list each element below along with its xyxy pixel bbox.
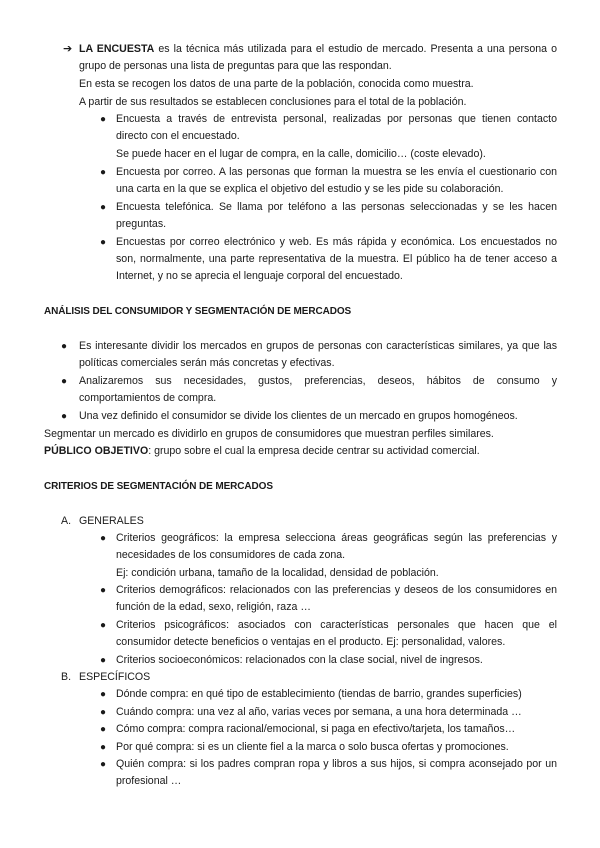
encuesta-definition [79,41,557,76]
generales-title: GENERALES [79,515,144,527]
bullet-icon: ● [100,620,107,631]
especificos-title: ESPECÍFICOS [79,671,151,683]
criterio-demografico: Criterios demográficos: relacionados con las preferencias y deseos de los consumidores en función de la edad, sexo, religión, raza … [116,584,557,614]
list-marker-a: A. [61,515,72,527]
especifico-por-que: Por qué compra: si es un cliente fiel a la marca o solo busca ofertas y promociones. [116,740,509,753]
encuesta-type-correo: Encuesta por correo. A las personas que forman la muestra se les envía el cuestionario con una carta en la que se explica el objetivo del estudio y se les pide su colaboración. [116,165,557,195]
bullet-icon: ● [100,201,107,213]
analisis-bullet-necesidades: Analizaremos sus necesidades, gustos, preferencias, deseos, hábitos de consumo y comportamientos de compra. [79,375,557,405]
bullet-icon: ● [61,341,68,352]
encuesta-type-telefonica: Encuesta telefónica. Se llama por teléfono a las personas seleccionadas y se les hacen preguntas. [116,200,557,230]
bullet-icon: ● [100,236,107,248]
bullet-icon: ● [100,759,107,770]
bullet-icon: ● [100,724,107,735]
especifico-donde: Dónde compra: en qué tipo de establecimiento (tiendas de barrio, grandes superficies) [116,688,522,700]
especifico-cuando: Cuándo compra: una vez al año, varias veces por semana, a una hora determinada … [116,705,522,718]
bullet-icon: ● [100,114,107,125]
publico-objetivo [44,443,557,460]
criterios-heading: CRITERIOS DE SEGMENTACIÓN DE MERCADOS [44,481,273,492]
criterio-socioeconomico: Criterios socioeconómicos: relacionados con la clase social, nivel de ingresos. [116,654,483,666]
bullet-icon: ● [100,166,107,178]
encuesta-type-personal-note: Se puede hacer en el lugar de compra, en la calle, domicilio… (coste elevado). [116,148,486,160]
criterio-psicografico: Criterios psicográficos: asociados con características personales que hacen que el consumidor detecte beneficios o ventajas en el producto. Ej: personalidad, valores. [116,619,557,649]
bullet-icon: ● [61,376,68,387]
bullet-icon: ● [100,741,107,753]
criterio-geografico: Criterios geográficos: la empresa selecciona áreas geográficas según las preferencias y necesidades de los consumidores de cada zona. [116,532,557,562]
bullet-icon: ● [100,585,107,596]
bullet-icon: ● [100,706,107,718]
especifico-como: Cómo compra: compra racional/emocional, si paga en efectivo/tarjeta, los tamaños… [116,723,516,735]
encuesta-term: LA ENCUESTA [79,43,155,55]
analisis-bullet-consumidor: Una vez definido el consumidor se divide los clientes de un mercado en grupos homogéneos. [79,410,518,422]
encuesta-conclusiones: A partir de sus resultados se establecen conclusiones para el total de la población. [79,95,467,108]
arrow-icon: ➔ [63,43,73,55]
list-marker-b: B. [61,671,72,683]
analisis-heading: ANÁLISIS DEL CONSUMIDOR Y SEGMENTACIÓN DE MERCADOS [44,306,352,317]
encuesta-type-web: Encuestas por correo electrónico y web. Es más rápida y económica. Los encuestados no son, normalmente, una parte representativa de la muestra. El público ha de tener acceso a Internet, y no se aprecia el lenguaje corporal del encuestado. [116,235,557,283]
segmentar-definition: Segmentar un mercado es dividirlo en grupos de consumidores que muestran perfiles similares. [44,427,494,440]
encuesta-muestra: En esta se recogen los datos de una parte de la población, conocida como muestra. [79,78,474,90]
publico-objetivo-def: : grupo sobre el cual la empresa decide centrar su actividad comercial. [148,445,480,457]
publico-objetivo-term: PÚBLICO OBJETIVO [44,445,149,457]
encuesta-type-personal: Encuesta a través de entrevista personal, realizadas por personas que tienen contacto directo con el encuestado. [116,113,557,143]
bullet-icon: ● [100,533,107,544]
bullet-icon: ● [61,411,68,422]
criterio-geografico-ejemplo: Ej: condición urbana, tamaño de la localidad, densidad de población. [116,567,439,579]
analisis-bullet-dividir: Es interesante dividir los mercados en grupos de personas con características similares, ya que las políticas comerciales serán más concretas y efectivas. [79,340,557,370]
bullet-icon: ● [100,689,107,700]
bullet-icon: ● [100,655,107,666]
encuesta-definition-text: es la técnica más utilizada para el estudio de mercado. Presenta a una persona o grupo de personas una lista de preguntas para que las respondan. [79,43,557,73]
especifico-quien: Quién compra: si los padres compran ropa y libros a sus hijos, si compra aconsejado por un profesional … [116,758,557,788]
